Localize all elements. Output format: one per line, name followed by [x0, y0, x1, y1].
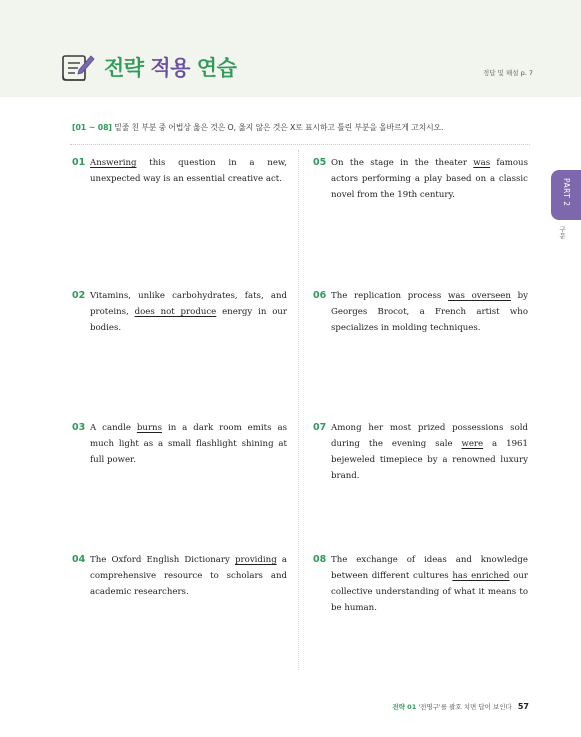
- page-title: [104, 53, 236, 83]
- underlined-segment: does not produce: [134, 307, 217, 317]
- question-number: 07: [313, 422, 327, 433]
- question-text: [331, 288, 528, 336]
- page-header: [0, 0, 581, 97]
- column-divider: [298, 150, 299, 670]
- text-segment: The Oxford English Dictionary: [90, 555, 236, 565]
- question-number: 06: [313, 290, 327, 301]
- underlined-segment: were: [461, 439, 484, 449]
- page-footer: [392, 702, 529, 711]
- text-segment: a 1961 bejeweled timepiece by a renowned luxury brand.: [331, 439, 528, 481]
- footer-chapter: 전략 01: [392, 703, 417, 711]
- text-segment: in a dark room emits as much light as a small flashlight shining at full power.: [90, 423, 287, 465]
- section-side-label: 구문: [558, 226, 566, 239]
- question-text: [331, 420, 528, 484]
- text-segment: a comprehensive resource to scholars and academic researchers.: [90, 555, 287, 597]
- question-text: [331, 155, 528, 203]
- question-number: 08: [313, 554, 327, 565]
- question-text: [90, 288, 287, 336]
- underlined-segment: was: [473, 158, 491, 168]
- question-text: [90, 552, 287, 600]
- underlined-segment: Answering: [90, 158, 137, 168]
- text-segment: this question in a new, unexpected way is an essential creative act.: [90, 158, 287, 184]
- question-item: [313, 552, 528, 616]
- question-item: [313, 420, 528, 484]
- instructions: [72, 122, 532, 133]
- question-item: [72, 288, 288, 336]
- question-number: 03: [72, 422, 86, 433]
- underlined-segment: was overseen: [448, 291, 511, 301]
- text-segment: energy in our bodies.: [90, 307, 288, 333]
- question-item: [72, 420, 287, 468]
- question-number: 04: [72, 554, 86, 565]
- instruction-text: 밑줄 친 부분 중 어법상 옳은 것은 O, 옳지 않은 것은 X로 표시하고 틀린 부분을 올바르게 고치시오.: [114, 123, 444, 132]
- part-tab-label: PART 2: [562, 178, 571, 207]
- page-number: 57: [517, 702, 529, 711]
- text-segment: by Georges Brocot, a French artist who specializes in molding techniques.: [331, 291, 528, 333]
- question-item: [313, 288, 528, 336]
- question-item: [72, 155, 287, 187]
- underlined-segment: has enriched: [452, 571, 510, 581]
- title-word-3: 연습: [196, 56, 237, 80]
- question-text: [331, 552, 528, 616]
- question-text: [90, 155, 287, 187]
- scroll-pencil-icon: [61, 52, 95, 84]
- text-segment: Vitamins, unlike carbohydrates, fats, and proteins,: [90, 291, 287, 317]
- divider: [70, 144, 530, 145]
- question-item: [72, 552, 287, 600]
- text-segment: Among her most prized possessions sold during the evening sale: [331, 423, 528, 449]
- footer-title: '전명구'를 괄호 치면 답이 보인다: [418, 703, 512, 711]
- underlined-segment: burns: [136, 423, 162, 433]
- text-segment: The replication process: [331, 291, 448, 301]
- question-number: 02: [72, 290, 86, 301]
- title-word-1: 전략: [104, 56, 144, 80]
- question-text: [90, 420, 287, 468]
- question-number: 01: [72, 157, 86, 168]
- text-segment: The exchange of ideas and knowledge between different cultures: [331, 555, 528, 581]
- part-tab[interactable]: [551, 170, 581, 220]
- text-segment: our collective understanding of what it means to be human.: [331, 571, 528, 613]
- text-segment: famous actors performing a play based on a classic novel from the 19th century.: [331, 158, 528, 200]
- text-segment: A candle: [90, 423, 137, 433]
- underlined-segment: providing: [235, 555, 277, 565]
- text-segment: On the stage in the theater: [331, 158, 474, 168]
- title-word-2: 적용: [150, 56, 190, 80]
- question-range: [01 ~ 08]: [72, 123, 112, 132]
- question-item: [313, 155, 528, 203]
- question-number: 05: [313, 157, 327, 168]
- answer-reference: 정답 및 해설 p. 7: [483, 69, 533, 77]
